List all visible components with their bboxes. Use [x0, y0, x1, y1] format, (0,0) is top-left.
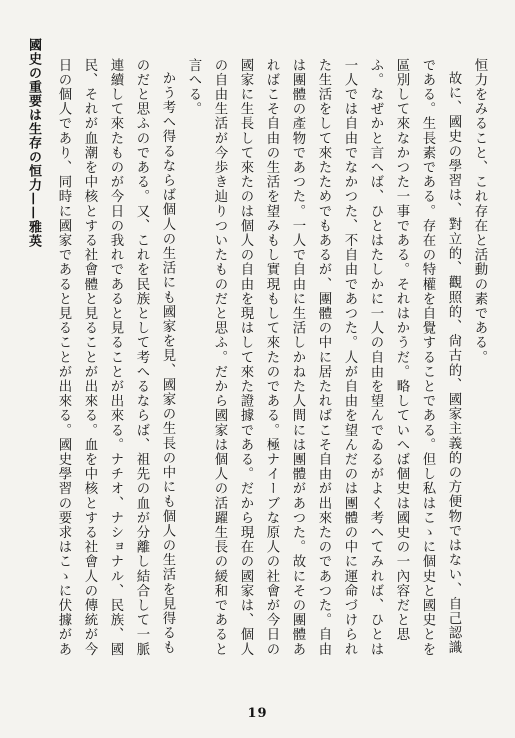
running-head: 國史の重要は生存の恒力——雅英 [26, 38, 41, 248]
paragraph-3: かう考へ得るならば個人の生活にも國家を見、國家の生長の中にも個人の生活を見得るものだと思ふのである。又、これを民族として考へるならば、祖先の血が分離し結合して一脈連續して來たものが今日の我れであると見ることが出來る。ナチオ、ナショナル、民族、國民、それが血潮を中核とする社會體と見ることが出來る。血を中核とする社會人の傳統が今日の個人であり、同時に國家であると見ることが出來る。國史學習の要求はこゝに伏據があ [56, 58, 175, 657]
body-text [46, 58, 492, 668]
paragraph-1: 恒力をみること、これ存在と活動の素である。 [472, 58, 487, 365]
page-number: 19 [247, 706, 268, 721]
paragraph-2: 故に、國史の學習は、對立的、觀照的、尙古的、國家主義的の方便物ではない、自己認識である。生長素である。存在の特權を自覺することである。但し私はこゝに個史と國史とを區別して來なかつた一事である。それはかうだ。略していへば個史は國史の一內容だと思ふ。なぜかと言へば、ひとはたしかに一人の自由を望んでゐるがよく考へてみれば、ひとは一人では自由でなかつた、不自由であつた。人が自由を望んだのは團體の中に運命づけられた生活をして來たためでもあるが、團體の中に居たればこそ自由が出來たのであつた。自由は團體の產物であつた。一人で自由に生活しかねた人間には團體があつた。故にその團體あればこそ自由の生活を望みもし實現もして來たのである。極ナイーブな原人の社會が今日の國家に生長して來たのは個人の自由を現はして來た證據である。だから現在の國家は、個人の自由生活が今歩き辿りついたものだと思ふ。だから國家は個人の活躍生長の緩和であると言へる。 [186, 58, 461, 657]
